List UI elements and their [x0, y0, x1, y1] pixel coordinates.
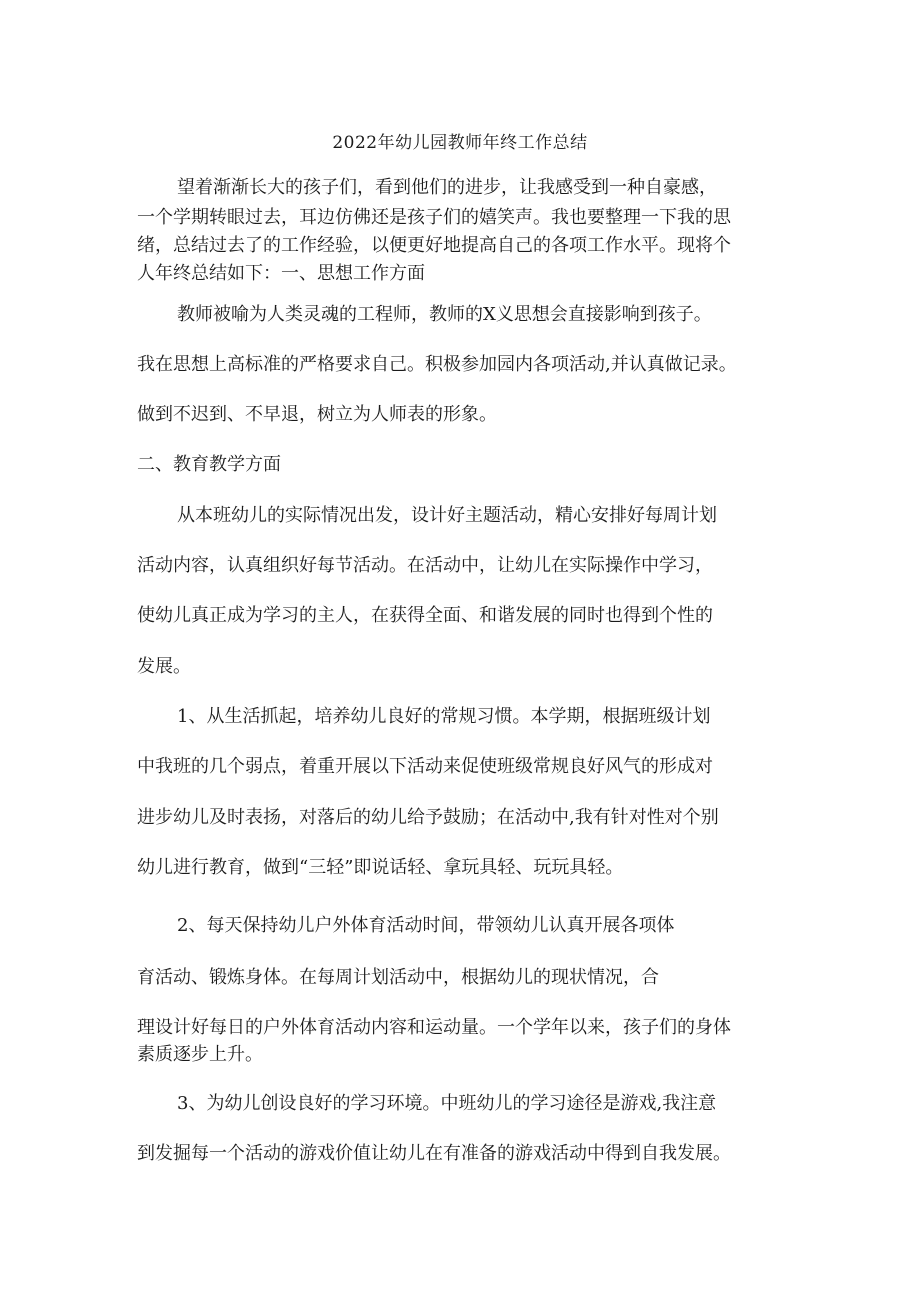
paragraph-line: 我在思想上高标准的严格要求自己。积极参加园内各项活动,并认真做记录。	[137, 354, 737, 375]
paragraph-line: 2、每天保持幼儿户外体育活动时间，带领幼儿认真开展各项体	[177, 915, 675, 936]
paragraph-line: 绪，总结过去了的工作经验，以便更好地提高自己的各项工作水平。现将个	[137, 235, 731, 256]
paragraph-line: 望着渐渐长大的孩子们，看到他们的进步，让我感受到一种自豪感，	[177, 177, 717, 198]
paragraph-line: 1、从生活抓起，培养幼儿良好的常规习惯。本学期，根据班级计划	[177, 706, 711, 727]
paragraph-line: 理设计好每日的户外体育活动内容和运动量。一个学年以来，孩子们的身体	[137, 1017, 731, 1038]
paragraph-line: 育活动、锻炼身体。在每周计划活动中，根据幼儿的现状情况，合	[137, 967, 659, 988]
paragraph-line: 发展。	[137, 656, 191, 677]
paragraph-line: 做到不迟到、不早退，树立为人师表的形象。	[137, 404, 497, 425]
section-heading: 二、教育教学方面	[137, 454, 281, 475]
paragraph-line: 进步幼儿及时表扬，对落后的幼儿给予鼓励；在活动中,我有针对性对个别	[137, 807, 719, 828]
paragraph-line: 素质逐步上升。	[137, 1044, 263, 1065]
paragraph-line: 中我班的几个弱点，着重开展以下活动来促使班级常规良好风气的形成对	[137, 756, 713, 777]
paragraph-line: 活动内容，认真组织好每节活动。在活动中，让幼儿在实际操作中学习，	[137, 555, 713, 576]
paragraph-line: 到发掘每一个活动的游戏价值让幼儿在有准备的游戏活动中得到自我发展。	[137, 1143, 731, 1164]
paragraph-line: 一个学期转眼过去，耳边仿佛还是孩子们的嬉笑声。我也要整理一下我的思	[137, 207, 731, 228]
document-title: 2022年幼儿园教师年终工作总结	[332, 133, 588, 153]
paragraph-line: 使幼儿真正成为学习的主人，在获得全面、和谐发展的同时也得到个性的	[137, 605, 713, 626]
paragraph-line: 人年终总结如下：一、思想工作方面	[137, 263, 425, 284]
paragraph-line: 幼儿进行教育，做到“三轻”即说话轻、拿玩具轻、玩玩具轻。	[137, 857, 624, 878]
paragraph-line: 3、为幼儿创设良好的学习环境。中班幼儿的学习途径是游戏,我注意	[177, 1093, 717, 1114]
paragraph-line: 教师被喻为人类灵魂的工程师，教师的X义思想会直接影响到孩子。	[177, 304, 712, 325]
paragraph-line: 从本班幼儿的实际情况出发，设计好主题活动，精心安排好每周计划	[177, 505, 717, 526]
